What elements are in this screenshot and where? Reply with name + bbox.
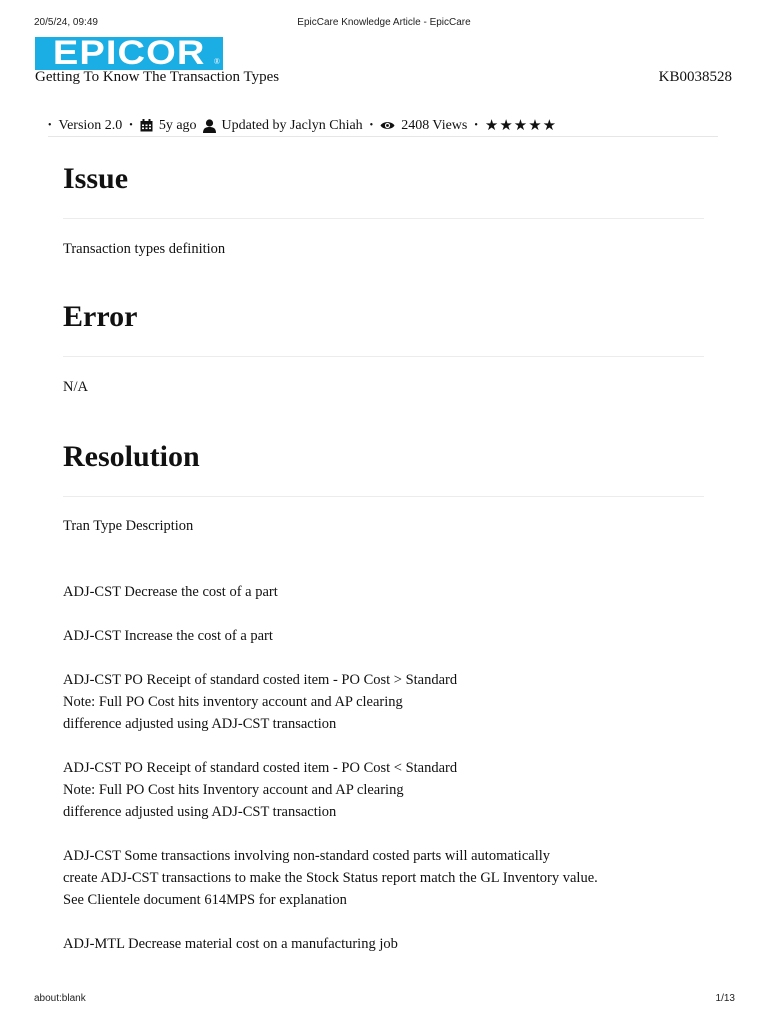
logo-text: EPICOR [52,34,206,72]
views-label: 2408 Views [401,117,468,133]
age-label: 5y ago [158,117,197,133]
section-divider [63,356,704,357]
transaction-type-line: ADJ-CST Decrease the cost of a part [63,584,278,600]
calendar-icon [140,119,153,132]
section-divider [63,218,704,219]
epicor-logo[interactable] [35,34,223,72]
transaction-type-entry [63,581,704,603]
bullet-separator: • [474,120,478,131]
print-url: about:blank [34,993,86,1004]
article-body [63,140,704,955]
transaction-type-entry [63,625,704,647]
resolution-section [63,442,704,955]
transaction-note-line: create ADJ-CST transactions to make the Stock Status report match the GL Inventory value. [63,870,598,886]
transaction-type-entry [63,757,704,823]
article-meta-bar [48,115,718,137]
print-page-number: 1/13 [715,993,735,1004]
user-icon [203,119,216,133]
bullet-separator: • [369,120,374,131]
transaction-type-list [63,581,704,955]
version-label: Version 2.0 [58,117,123,133]
transaction-note-line: See Clientele document 614MPS for explanation [63,892,347,908]
issue-section [63,164,704,260]
transaction-note-line: Note: Full PO Cost hits Inventory account and AP clearing [63,782,404,798]
print-page-title: EpicCare Knowledge Article - EpicCare [297,17,471,28]
error-heading: Error [63,300,138,333]
article-id: KB0038528 [658,69,732,85]
transaction-note-line: Note: Full PO Cost hits inventory account and AP clearing [63,694,403,710]
resolution-heading: Resolution [63,440,200,473]
transaction-type-line: ADJ-CST PO Receipt of standard costed item - PO Cost < Standard [63,760,458,776]
transaction-type-entry [63,933,704,955]
transaction-type-entry [63,845,704,911]
transaction-type-line: ADJ-MTL Decrease material cost on a manufacturing job [63,936,398,952]
article-title: Getting To Know The Transaction Types [35,69,280,85]
transaction-type-entry [63,669,704,735]
print-footer [0,993,768,1007]
error-section [63,302,704,398]
bullet-separator: • [48,120,52,131]
rating-stars[interactable]: ★★★★★ [484,118,558,134]
issue-heading: Issue [63,162,129,195]
resolution-intro: Tran Type Description [63,518,194,534]
updated-by-label[interactable]: Updated by Jaclyn Chiah [221,117,363,133]
transaction-note-line: difference adjusted using ADJ-CST transaction [63,804,337,820]
eye-icon [380,120,395,131]
logo-registered-mark: ® [213,57,220,66]
transaction-type-line: ADJ-CST PO Receipt of standard costed item - PO Cost > Standard [63,672,458,688]
error-text: N/A [63,379,88,395]
transaction-type-line: ADJ-CST Increase the cost of a part [63,628,273,644]
section-divider [63,496,704,497]
transaction-type-line: ADJ-CST Some transactions involving non-standard costed parts will automatically [63,848,551,864]
print-datetime: 20/5/24, 09:49 [34,17,98,28]
issue-text: Transaction types definition [63,241,226,257]
bullet-separator: • [129,120,133,131]
transaction-note-line: difference adjusted using ADJ-CST transaction [63,716,337,732]
print-header [0,17,768,31]
